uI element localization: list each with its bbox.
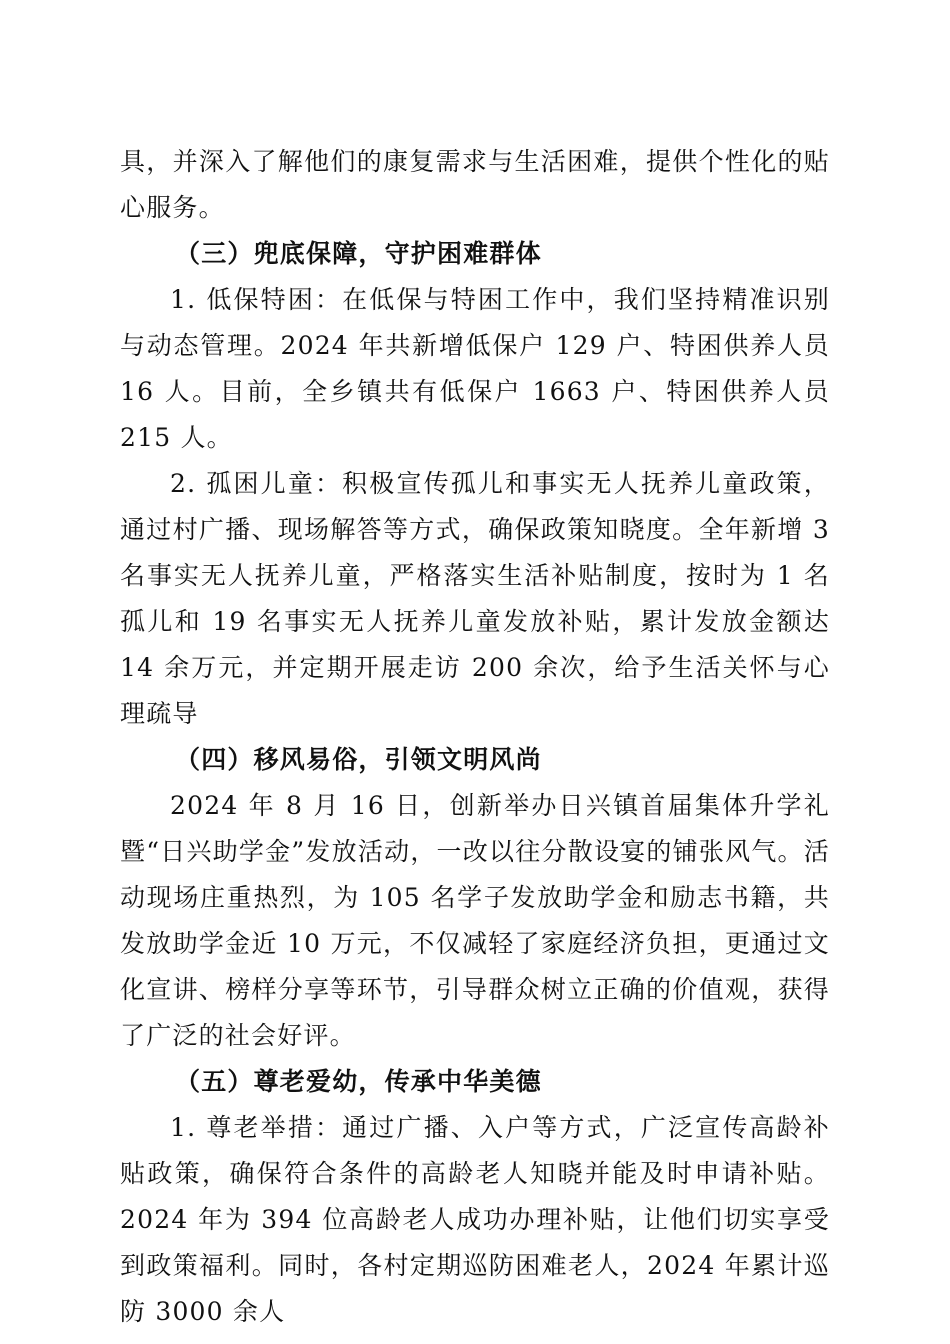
paragraph-subsistence: 1. 低保特困：在低保与特困工作中，我们坚持精准识别与动态管理。2024 年共新增低保户 129 户、特困供养人员 16 人。目前，全乡镇共有低保户 1663 户、特困供养人员 215 人。 (120, 285, 830, 452)
paragraph-continuation: 具，并深入了解他们的康复需求与生活困难，提供个性化的贴心服务。 (120, 147, 830, 222)
paragraph-orphans: 2. 孤困儿童：积极宣传孤儿和事实无人抚养儿童政策，通过村广播、现场解答等方式，确保政策知晓度。全年新增 3 名事实无人抚养儿童，严格落实生活补贴制度，按时为 1 名孤儿和 19 名事实无人抚养儿童发放补贴，累计发放金额达 14 余万元，并定期开展走访 200 余次，给予生活关怀与心理疏导 (120, 469, 830, 728)
section-heading-4: （四）移风易俗，引领文明风尚 (175, 745, 542, 774)
paragraph-elderly-care: 1. 尊老举措：通过广播、入户等方式，广泛宣传高龄补贴政策，确保符合条件的高龄老人知晓并能及时申请补贴。2024 年为 394 位高龄老人成功办理补贴，让他们切实享受到政策福利。同时，各村定期巡防困难老人，2024 年累计巡防 3000 余人 (120, 1113, 830, 1326)
section-heading-5: （五）尊老爱幼，传承中华美德 (175, 1067, 542, 1096)
section-heading-3: （三）兜底保障，守护困难群体 (175, 239, 542, 268)
document-body (120, 139, 830, 1335)
paragraph-scholarship-event: 2024 年 8 月 16 日，创新举办日兴镇首届集体升学礼暨“日兴助学金”发放活动，一改以往分散设宴的铺张风气。活动现场庄重热烈，为 105 名学子发放助学金和励志书籍，共发放助学金近 10 万元，不仅减轻了家庭经济负担，更通过文化宣讲、榜样分享等环节，引导群众树立正确的价值观，获得了广泛的社会好评。 (120, 791, 830, 1050)
